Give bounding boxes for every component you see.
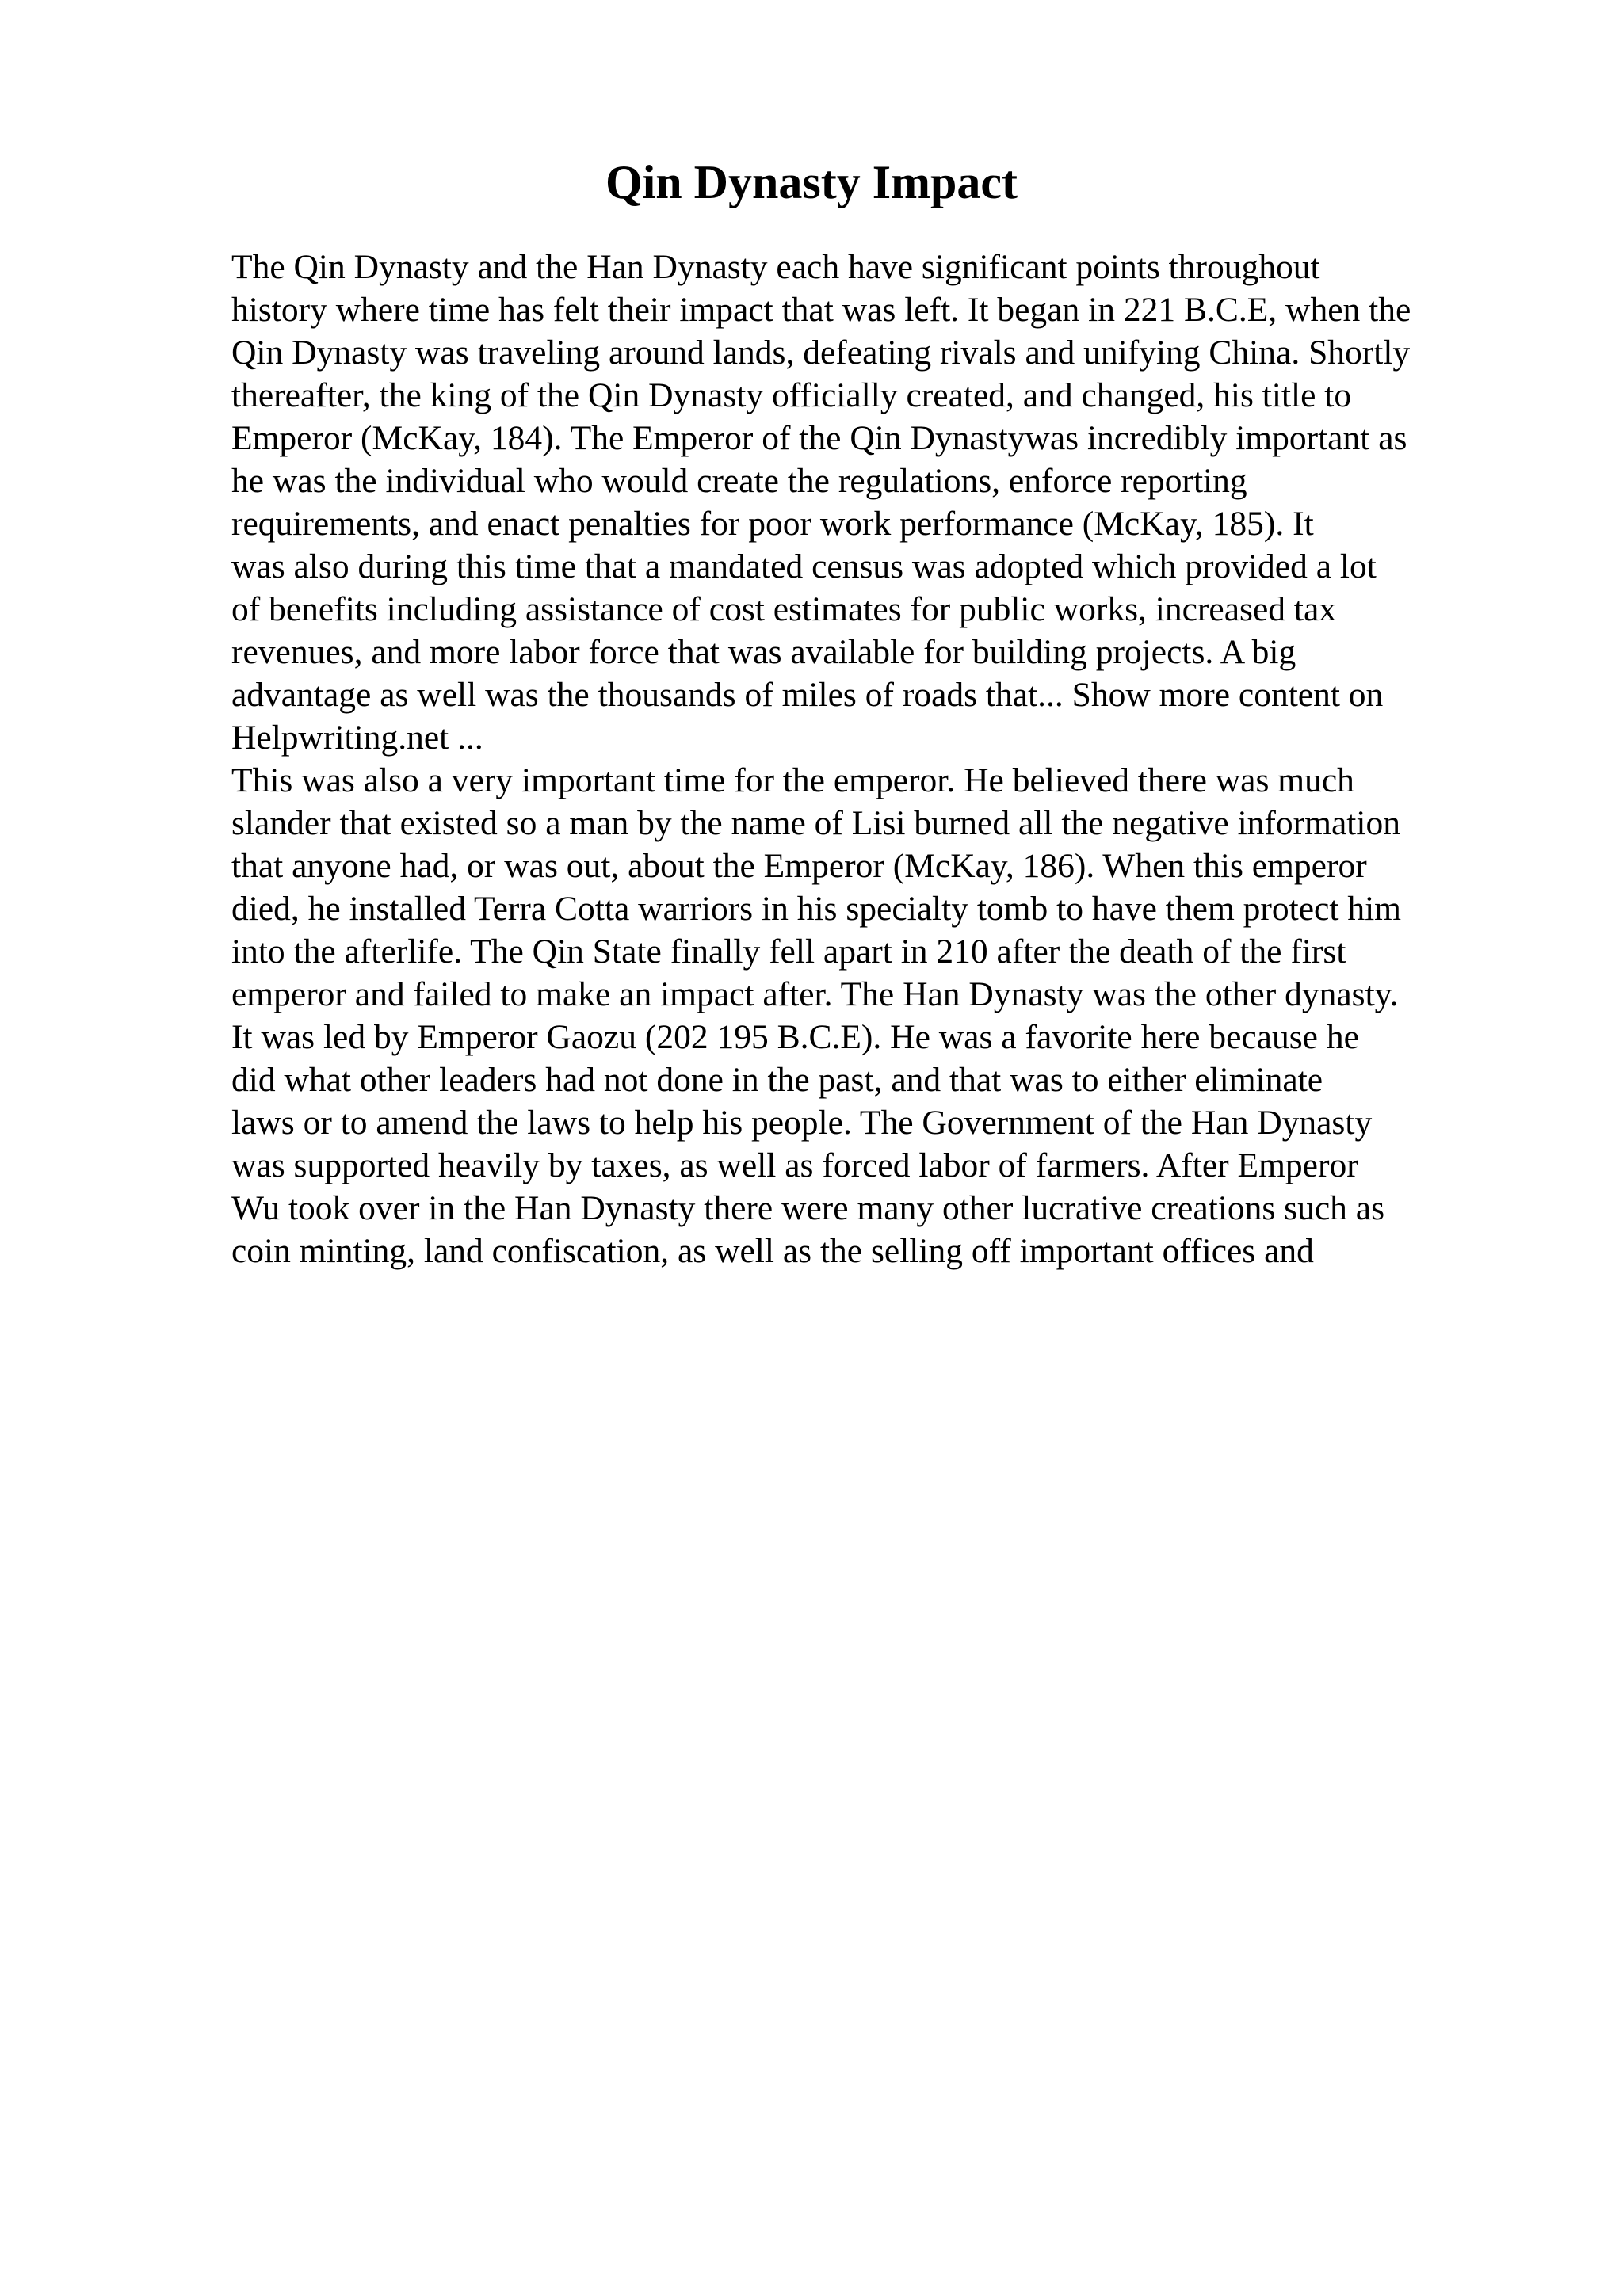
body-line: of benefits including assistance of cost estimates for public works, increased tax — [231, 590, 1337, 628]
body-line: he was the individual who would create the regulations, enforce reporting — [231, 462, 1247, 500]
body-line: died, he installed Terra Cotta warriors in his specialty tomb to have them protect him — [231, 890, 1401, 928]
body-line: history where time has felt their impact that was left. It began in 221 B.C.E, when the — [231, 291, 1411, 329]
body-line: advantage as well was the thousands of miles of roads that... Show more content on — [231, 676, 1384, 714]
body-line: Wu took over in the Han Dynasty there were many other lucrative creations such as — [231, 1189, 1384, 1227]
body-line: requirements, and enact penalties for poor work performance (McKay, 185). It — [231, 505, 1314, 543]
body-line: Helpwriting.net ... — [231, 719, 483, 757]
body-line: that anyone had, or was out, about the Emperor (McKay, 186). When this emperor — [231, 847, 1367, 885]
body-line: It was led by Emperor Gaozu (202 195 B.C.E). He was a favorite here because he — [231, 1018, 1359, 1056]
body-line: slander that existed so a man by the name of Lisi burned all the negative information — [231, 804, 1400, 842]
body-line: This was also a very important time for the emperor. He believed there was much — [231, 761, 1354, 799]
body-line: Emperor (McKay, 184). The Emperor of the Qin Dynastywas incredibly important as — [231, 419, 1407, 457]
body-line: Qin Dynasty was traveling around lands, defeating rivals and unifying China. Shortly — [231, 334, 1411, 372]
body-line: thereafter, the king of the Qin Dynasty officially created, and changed, his title to — [231, 376, 1352, 414]
body-line: was supported heavily by taxes, as well as forced labor of farmers. After Emperor — [231, 1146, 1358, 1184]
document-title: Qin Dynasty Impact — [605, 156, 1018, 208]
body-line: into the afterlife. The Qin State finally fell apart in 210 after the death of the first — [231, 933, 1346, 971]
body-line: was also during this time that a mandated census was adopted which provided a lot — [231, 547, 1377, 585]
document-body — [231, 246, 1499, 1272]
body-line: coin minting, land confiscation, as well as the selling off important offices and — [231, 1232, 1314, 1270]
body-line: emperor and failed to make an impact after. The Han Dynasty was the other dynasty. — [231, 975, 1399, 1013]
body-line: The Qin Dynasty and the Han Dynasty each have significant points throughout — [231, 248, 1320, 286]
body-line: did what other leaders had not done in the past, and that was to either eliminate — [231, 1061, 1323, 1099]
body-line: laws or to amend the laws to help his people. The Government of the Han Dynasty — [231, 1104, 1373, 1142]
body-line: revenues, and more labor force that was available for building projects. A big — [231, 633, 1296, 671]
